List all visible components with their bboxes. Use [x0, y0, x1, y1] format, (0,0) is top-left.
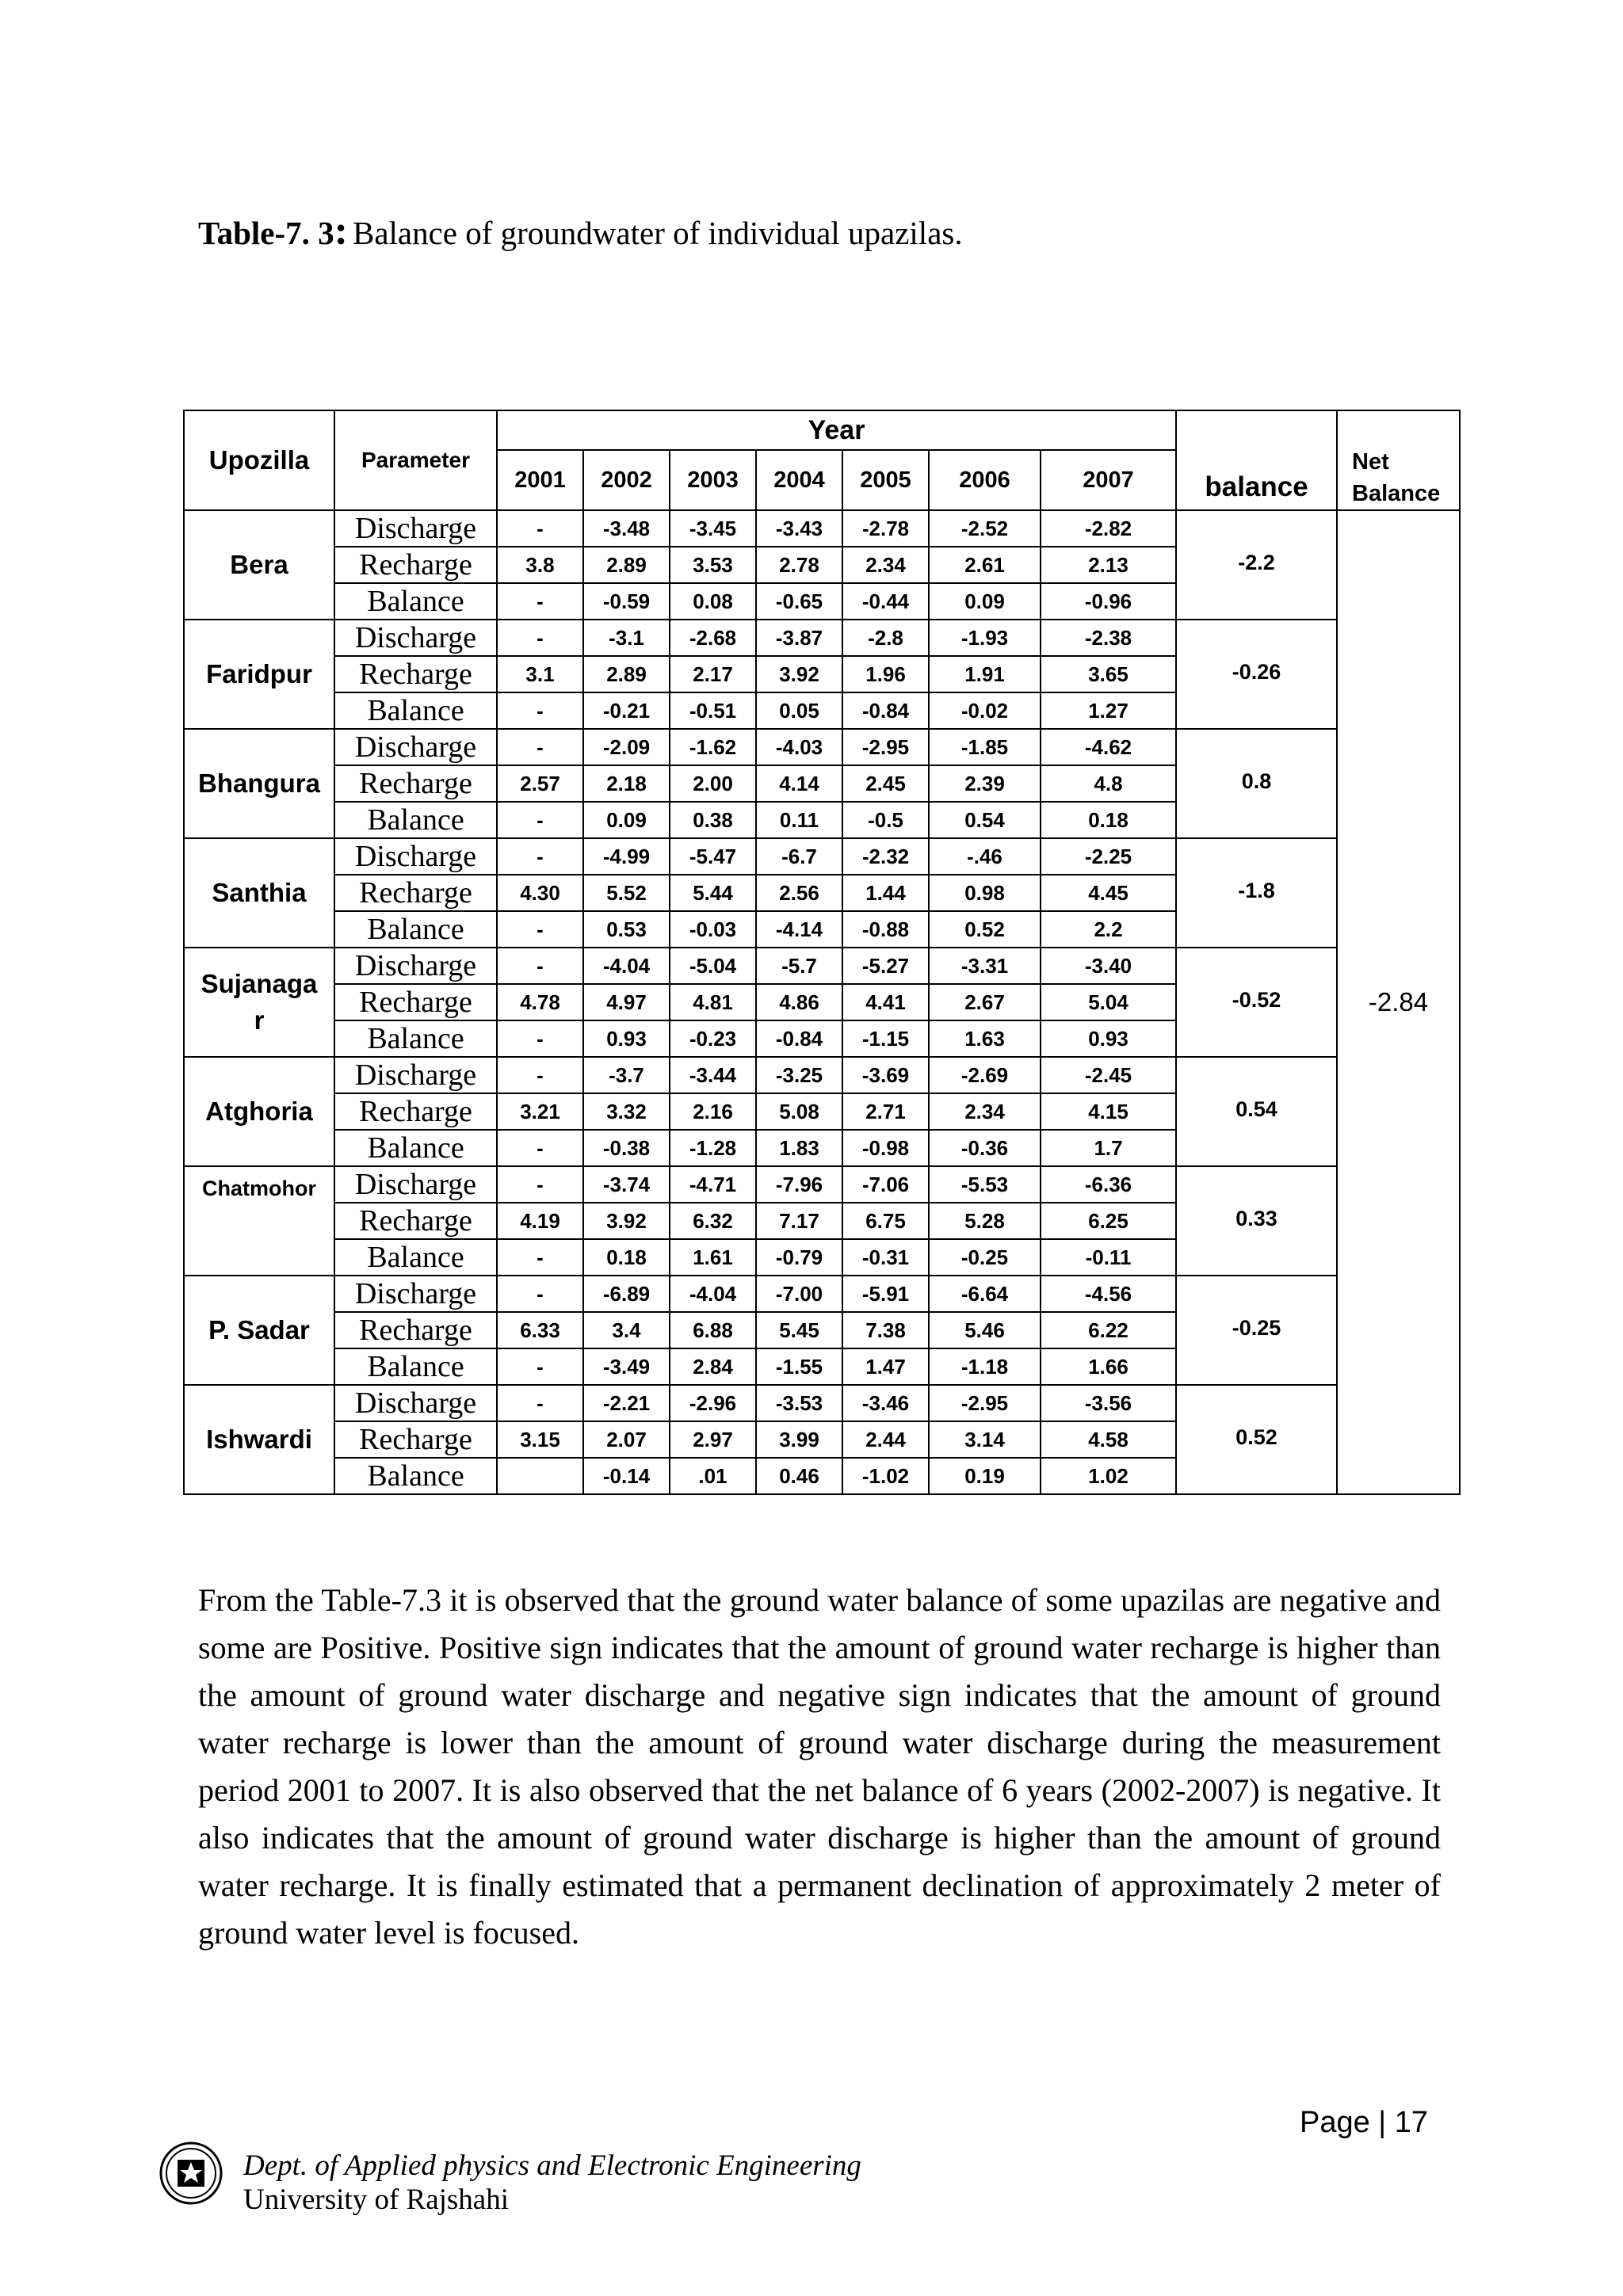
value-cell: -0.84	[756, 1020, 842, 1057]
value-cell: -2.09	[583, 729, 670, 765]
table-row	[184, 838, 1460, 875]
table-row	[184, 620, 1460, 656]
upazila-balance-cell: 0.33	[1176, 1166, 1337, 1276]
value-cell: 1.96	[842, 656, 929, 692]
value-cell: 5.28	[929, 1203, 1041, 1239]
parameter-cell: Discharge	[334, 729, 497, 765]
parameter-cell: Balance	[334, 802, 497, 838]
value-cell: -	[497, 1239, 583, 1276]
upazila-name: Ishwardi	[206, 1425, 312, 1454]
value-cell: -3.45	[670, 510, 756, 547]
upazila-name-cont: r	[254, 1005, 265, 1035]
value-cell: 5.46	[929, 1312, 1041, 1348]
upazila-name: Faridpur	[206, 659, 312, 688]
parameter-cell: Balance	[334, 1130, 497, 1166]
value-cell: 3.14	[929, 1421, 1041, 1458]
value-cell: 4.81	[670, 984, 756, 1020]
value-cell: -7.00	[756, 1276, 842, 1312]
parameter-cell: Discharge	[334, 1276, 497, 1312]
upazila-balance-cell: 0.52	[1176, 1385, 1337, 1494]
value-cell: -0.96	[1041, 583, 1176, 620]
value-cell: -3.46	[842, 1385, 929, 1421]
value-cell: 4.86	[756, 984, 842, 1020]
parameter-cell: Balance	[334, 583, 497, 620]
value-cell: 3.15	[497, 1421, 583, 1458]
upazila-balance-cell: -0.26	[1176, 620, 1337, 729]
value-cell: 1.66	[1041, 1348, 1176, 1385]
header-year-cell: 2004	[756, 450, 842, 510]
parameter-cell: Recharge	[334, 547, 497, 583]
value-cell: -	[497, 802, 583, 838]
value-cell: 3.8	[497, 547, 583, 583]
value-cell: -2.68	[670, 620, 756, 656]
upazila-name-cell	[184, 620, 334, 729]
value-cell: 0.52	[929, 911, 1041, 948]
value-cell: 6.25	[1041, 1203, 1176, 1239]
value-cell: -3.7	[583, 1057, 670, 1093]
value-cell: 1.7	[1041, 1130, 1176, 1166]
value-cell: -0.14	[583, 1458, 670, 1494]
value-cell: 1.27	[1041, 692, 1176, 729]
value-cell: -3.44	[670, 1057, 756, 1093]
value-cell: -	[497, 1348, 583, 1385]
value-cell	[497, 1458, 583, 1494]
value-cell: 6.22	[1041, 1312, 1176, 1348]
value-cell: -5.47	[670, 838, 756, 875]
value-cell: -0.84	[842, 692, 929, 729]
value-cell: -5.53	[929, 1166, 1041, 1203]
parameter-cell: Balance	[334, 692, 497, 729]
value-cell: 3.1	[497, 656, 583, 692]
parameter-cell: Discharge	[334, 620, 497, 656]
value-cell: -2.25	[1041, 838, 1176, 875]
value-cell: 6.33	[497, 1312, 583, 1348]
value-cell: 3.99	[756, 1421, 842, 1458]
net-balance-cell: -2.84	[1337, 510, 1460, 1494]
value-cell: -4.04	[670, 1276, 756, 1312]
value-cell: 5.08	[756, 1093, 842, 1130]
value-cell: 4.41	[842, 984, 929, 1020]
upazila-balance-cell: -2.2	[1176, 510, 1337, 620]
value-cell: 3.65	[1041, 656, 1176, 692]
value-cell: 3.4	[583, 1312, 670, 1348]
value-cell: -3.53	[756, 1385, 842, 1421]
value-cell: -	[497, 1057, 583, 1093]
parameter-cell: Balance	[334, 1458, 497, 1494]
value-cell: -	[497, 1276, 583, 1312]
parameter-cell: Balance	[334, 1020, 497, 1057]
value-cell: 2.00	[670, 765, 756, 802]
parameter-cell: Recharge	[334, 1203, 497, 1239]
value-cell: -4.04	[583, 948, 670, 984]
value-cell: -	[497, 729, 583, 765]
parameter-cell: Discharge	[334, 1057, 497, 1093]
upazila-name-cell	[184, 838, 334, 948]
value-cell: 2.13	[1041, 547, 1176, 583]
value-cell: 0.93	[1041, 1020, 1176, 1057]
value-cell: -3.25	[756, 1057, 842, 1093]
header-net-line2: Balance	[1352, 481, 1441, 506]
value-cell: -0.23	[670, 1020, 756, 1057]
table-body	[184, 510, 1460, 1494]
parameter-cell: Discharge	[334, 1166, 497, 1203]
value-cell: 2.61	[929, 547, 1041, 583]
value-cell: -0.02	[929, 692, 1041, 729]
value-cell: -5.7	[756, 948, 842, 984]
upazila-name-cell	[184, 729, 334, 838]
table-row	[184, 1385, 1460, 1421]
value-cell: -1.85	[929, 729, 1041, 765]
value-cell: -3.40	[1041, 948, 1176, 984]
value-cell: -3.43	[756, 510, 842, 547]
value-cell: -3.69	[842, 1057, 929, 1093]
table-row	[184, 1057, 1460, 1093]
value-cell: -5.91	[842, 1276, 929, 1312]
footer-university: University of Rajshahi	[243, 2183, 510, 2216]
upazila-balance-cell: 0.8	[1176, 729, 1337, 838]
value-cell: 0.09	[583, 802, 670, 838]
value-cell: -	[497, 838, 583, 875]
upazila-name-cell	[184, 1276, 334, 1385]
value-cell: 4.19	[497, 1203, 583, 1239]
value-cell: -1.15	[842, 1020, 929, 1057]
value-cell: 2.07	[583, 1421, 670, 1458]
value-cell: 1.61	[670, 1239, 756, 1276]
value-cell: -1.18	[929, 1348, 1041, 1385]
value-cell: -0.59	[583, 583, 670, 620]
value-cell: -	[497, 1020, 583, 1057]
upazila-balance-cell: 0.54	[1176, 1057, 1337, 1166]
header-parameter: Parameter	[334, 410, 497, 510]
value-cell: -	[497, 583, 583, 620]
value-cell: -6.89	[583, 1276, 670, 1312]
value-cell: -4.99	[583, 838, 670, 875]
value-cell: 2.17	[670, 656, 756, 692]
value-cell: 6.32	[670, 1203, 756, 1239]
value-cell: -5.04	[670, 948, 756, 984]
value-cell: 4.78	[497, 984, 583, 1020]
value-cell: 1.44	[842, 875, 929, 911]
value-cell: -0.36	[929, 1130, 1041, 1166]
value-cell: 2.2	[1041, 911, 1176, 948]
parameter-cell: Recharge	[334, 656, 497, 692]
value-cell: 4.8	[1041, 765, 1176, 802]
upazila-name-cell	[184, 948, 334, 1057]
value-cell: 6.75	[842, 1203, 929, 1239]
value-cell: -6.64	[929, 1276, 1041, 1312]
value-cell: 5.44	[670, 875, 756, 911]
value-cell: 4.58	[1041, 1421, 1176, 1458]
upazila-name-cell	[184, 1385, 334, 1494]
value-cell: 4.97	[583, 984, 670, 1020]
upazila-name: Chatmohor	[202, 1177, 316, 1200]
value-cell: -3.48	[583, 510, 670, 547]
value-cell: 0.93	[583, 1020, 670, 1057]
value-cell: -0.88	[842, 911, 929, 948]
value-cell: -1.55	[756, 1348, 842, 1385]
value-cell: 5.45	[756, 1312, 842, 1348]
value-cell: 0.08	[670, 583, 756, 620]
value-cell: -2.45	[1041, 1057, 1176, 1093]
parameter-cell: Recharge	[334, 1312, 497, 1348]
value-cell: -2.21	[583, 1385, 670, 1421]
value-cell: 4.45	[1041, 875, 1176, 911]
value-cell: -0.38	[583, 1130, 670, 1166]
value-cell: -3.1	[583, 620, 670, 656]
value-cell: -4.03	[756, 729, 842, 765]
value-cell: -5.27	[842, 948, 929, 984]
upazila-balance-cell: -1.8	[1176, 838, 1337, 948]
value-cell: -4.14	[756, 911, 842, 948]
groundwater-balance-table	[183, 410, 1461, 1495]
value-cell: 0.19	[929, 1458, 1041, 1494]
table-caption	[198, 208, 963, 254]
header-net-balance	[1337, 410, 1460, 510]
parameter-cell: Discharge	[334, 510, 497, 547]
value-cell: -2.82	[1041, 510, 1176, 547]
parameter-cell: Discharge	[334, 1385, 497, 1421]
value-cell: -2.78	[842, 510, 929, 547]
page-number: Page | 17	[1300, 2106, 1429, 2139]
value-cell: .01	[670, 1458, 756, 1494]
value-cell: 1.47	[842, 1348, 929, 1385]
value-cell: -	[497, 510, 583, 547]
value-cell: 2.16	[670, 1093, 756, 1130]
upazila-name: Bera	[230, 550, 288, 579]
value-cell: -6.7	[756, 838, 842, 875]
upazila-name-cell	[184, 1166, 334, 1276]
parameter-cell: Recharge	[334, 875, 497, 911]
value-cell: 6.88	[670, 1312, 756, 1348]
upazila-name: P. Sadar	[208, 1315, 310, 1344]
value-cell: 4.14	[756, 765, 842, 802]
value-cell: -0.51	[670, 692, 756, 729]
value-cell: -0.5	[842, 802, 929, 838]
value-cell: 3.32	[583, 1093, 670, 1130]
value-cell: -2.95	[929, 1385, 1041, 1421]
university-seal-icon	[158, 2141, 223, 2206]
value-cell: 0.53	[583, 911, 670, 948]
value-cell: -0.31	[842, 1239, 929, 1276]
table-row	[184, 1276, 1460, 1312]
table-row	[184, 948, 1460, 984]
value-cell: -1.93	[929, 620, 1041, 656]
value-cell: -2.96	[670, 1385, 756, 1421]
upazila-balance-cell: -0.25	[1176, 1276, 1337, 1385]
value-cell: 0.09	[929, 583, 1041, 620]
header-year-cell: 2007	[1041, 450, 1176, 510]
parameter-cell: Balance	[334, 911, 497, 948]
value-cell: 0.46	[756, 1458, 842, 1494]
upazila-name: Sujanaga	[200, 969, 318, 998]
value-cell: 2.44	[842, 1421, 929, 1458]
header-year-cell: 2002	[583, 450, 670, 510]
value-cell: 2.18	[583, 765, 670, 802]
value-cell: 1.91	[929, 656, 1041, 692]
value-cell: -2.52	[929, 510, 1041, 547]
parameter-cell: Recharge	[334, 984, 497, 1020]
value-cell: -0.03	[670, 911, 756, 948]
value-cell: -3.49	[583, 1348, 670, 1385]
value-cell: 2.45	[842, 765, 929, 802]
value-cell: 2.89	[583, 547, 670, 583]
value-cell: 5.52	[583, 875, 670, 911]
upazila-name: Atghoria	[205, 1097, 313, 1126]
value-cell: -1.02	[842, 1458, 929, 1494]
value-cell: 1.63	[929, 1020, 1041, 1057]
value-cell: 2.67	[929, 984, 1041, 1020]
value-cell: -0.21	[583, 692, 670, 729]
value-cell: 3.21	[497, 1093, 583, 1130]
parameter-cell: Recharge	[334, 1093, 497, 1130]
value-cell: 0.18	[583, 1239, 670, 1276]
value-cell: -0.44	[842, 583, 929, 620]
value-cell: 2.56	[756, 875, 842, 911]
upazila-name: Santhia	[212, 878, 307, 907]
value-cell: 4.15	[1041, 1093, 1176, 1130]
value-cell: -7.96	[756, 1166, 842, 1203]
caption-colon: :	[334, 208, 348, 254]
value-cell: 1.83	[756, 1130, 842, 1166]
parameter-cell: Recharge	[334, 765, 497, 802]
value-cell: 2.97	[670, 1421, 756, 1458]
value-cell: -	[497, 1130, 583, 1166]
value-cell: -4.56	[1041, 1276, 1176, 1312]
header-year-cell: 2003	[670, 450, 756, 510]
value-cell: 3.92	[583, 1203, 670, 1239]
value-cell: 2.89	[583, 656, 670, 692]
value-cell: 7.17	[756, 1203, 842, 1239]
value-cell: 3.92	[756, 656, 842, 692]
footer-department: Dept. of Applied physics and Electronic Engineering	[243, 2149, 861, 2182]
header-net-line1: Net	[1352, 449, 1389, 475]
value-cell: 2.34	[929, 1093, 1041, 1130]
value-cell: -3.31	[929, 948, 1041, 984]
value-cell: 2.39	[929, 765, 1041, 802]
value-cell: -	[497, 948, 583, 984]
table-row	[184, 729, 1460, 765]
value-cell: -2.38	[1041, 620, 1176, 656]
value-cell: -7.06	[842, 1166, 929, 1203]
table-row	[184, 1166, 1460, 1203]
parameter-cell: Discharge	[334, 948, 497, 984]
value-cell: 0.11	[756, 802, 842, 838]
upazila-name-cell	[184, 1057, 334, 1166]
value-cell: -3.56	[1041, 1385, 1176, 1421]
value-cell: 7.38	[842, 1312, 929, 1348]
header-row-top	[184, 410, 1460, 450]
header-upozilla: Upozilla	[184, 410, 334, 510]
value-cell: -1.28	[670, 1130, 756, 1166]
value-cell: 0.18	[1041, 802, 1176, 838]
upazila-balance-cell: -0.52	[1176, 948, 1337, 1057]
value-cell: -	[497, 620, 583, 656]
header-year: Year	[497, 410, 1176, 450]
value-cell: -2.95	[842, 729, 929, 765]
parameter-cell: Balance	[334, 1239, 497, 1276]
upazila-name-cell	[184, 510, 334, 620]
value-cell: 2.71	[842, 1093, 929, 1130]
header-balance: balance	[1176, 410, 1337, 510]
value-cell: -3.87	[756, 620, 842, 656]
value-cell: 2.57	[497, 765, 583, 802]
value-cell: -.46	[929, 838, 1041, 875]
value-cell: -	[497, 911, 583, 948]
value-cell: -4.71	[670, 1166, 756, 1203]
value-cell: -4.62	[1041, 729, 1176, 765]
value-cell: -0.79	[756, 1239, 842, 1276]
header-year-cell: 2001	[497, 450, 583, 510]
value-cell: 0.54	[929, 802, 1041, 838]
value-cell: -0.11	[1041, 1239, 1176, 1276]
value-cell: 0.98	[929, 875, 1041, 911]
value-cell: -3.74	[583, 1166, 670, 1203]
parameter-cell: Discharge	[334, 838, 497, 875]
value-cell: -2.32	[842, 838, 929, 875]
value-cell: 0.05	[756, 692, 842, 729]
value-cell: -2.8	[842, 620, 929, 656]
value-cell: -0.65	[756, 583, 842, 620]
value-cell: -	[497, 1166, 583, 1203]
value-cell: -1.62	[670, 729, 756, 765]
value-cell: 2.34	[842, 547, 929, 583]
header-year-cell: 2006	[929, 450, 1041, 510]
value-cell: -2.69	[929, 1057, 1041, 1093]
table-row	[184, 510, 1460, 547]
parameter-cell: Recharge	[334, 1421, 497, 1458]
value-cell: -	[497, 1385, 583, 1421]
value-cell: 2.78	[756, 547, 842, 583]
caption-text: Balance of groundwater of individual upazilas.	[352, 215, 963, 251]
value-cell: 4.30	[497, 875, 583, 911]
value-cell: -6.36	[1041, 1166, 1176, 1203]
value-cell: -0.25	[929, 1239, 1041, 1276]
value-cell: -0.98	[842, 1130, 929, 1166]
body-paragraph: From the Table-7.3 it is observed that the ground water balance of some upazilas are negative and some are Positive. Positive sign indicates that the amount of ground water recharge is higher than the amount of ground water discharge and negative sign indicates that the amount of ground water recharge is lower than the amount of ground water discharge during the measurement period 2001 to 2007. It is also observed that the net balance of 6 years (2002-2007) is negative. It also indicates that the amount of ground water discharge is higher than the amount of ground water recharge. It is finally estimated that a permanent declination of approximately 2 meter of ground water level is focused.	[198, 1582, 1441, 1951]
parameter-cell: Balance	[334, 1348, 497, 1385]
caption-label: Table-7. 3	[198, 215, 334, 251]
header-year-cell: 2005	[842, 450, 929, 510]
value-cell: 5.04	[1041, 984, 1176, 1020]
value-cell: 3.53	[670, 547, 756, 583]
upazila-name: Bhangura	[197, 769, 320, 798]
value-cell: 1.02	[1041, 1458, 1176, 1494]
value-cell: -	[497, 692, 583, 729]
value-cell: 2.84	[670, 1348, 756, 1385]
value-cell: 0.38	[670, 802, 756, 838]
